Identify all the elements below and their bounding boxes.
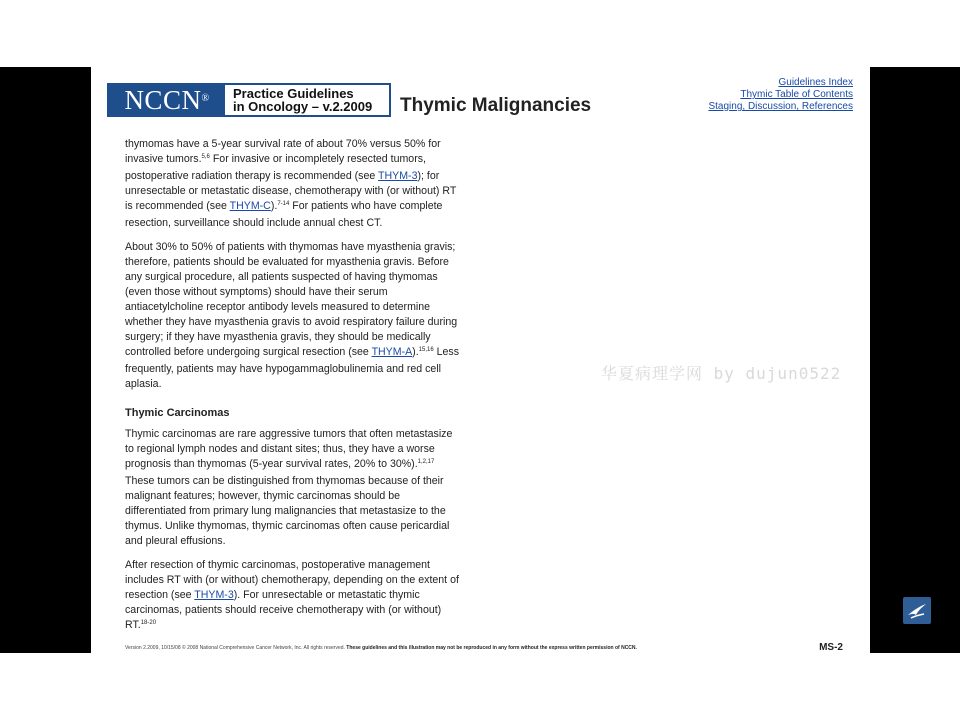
document-page <box>91 67 870 653</box>
text-line: prognosis than thymomas (5-year survival rates, 20% to 30%).$^{1,2,17}$ <box>125 458 435 470</box>
section-heading-thymic-carcinomas: Thymic Carcinomas <box>125 407 230 419</box>
page-title: Thymic Malignancies <box>400 95 592 116</box>
text-line: resection, surveillance should include annual chest CT. <box>125 217 383 229</box>
text-line: Thymic carcinomas are rare aggressive tumors that often metastasize <box>125 428 453 440</box>
paragraph-myasthenia-gravis <box>125 240 475 392</box>
nav-links <box>708 77 853 113</box>
copyright-footer: Version 2.2009, 10/15/08 © 2008 National Comprehensive Cancer Network, Inc. All rights reserved. These guidelines and this illustration may not be reproduced in any form without the express written permission of NCCN. <box>125 645 637 651</box>
text-line: postoperative radiation therapy is recommended (see THYM-3); for <box>125 170 440 182</box>
guidelines-label-line1: Practice Guidelines <box>233 86 354 101</box>
text-line: whether they have myasthenia gravis to avoid respiratory failure during <box>125 316 458 328</box>
nccn-header-box <box>107 83 391 117</box>
paragraph-postoperative-management <box>125 558 475 635</box>
page-number: MS-2 <box>819 642 843 653</box>
text-line: invasive tumors.$^{5,6}$ For invasive or incompletely resected tumors, <box>125 153 426 165</box>
text-line: surgery; if they have myasthenia gravis, they should be medically <box>125 331 431 343</box>
paragraph-thymic-carcinomas <box>125 427 475 549</box>
text-line: unresectable or metastatic disease, chemotherapy with (or without) RT <box>125 185 457 197</box>
text-line: resection (see THYM-3). For unresectable or metastatic thymic <box>125 589 420 601</box>
watermark-text: 华夏病理学网 by dujun0522 <box>601 364 842 383</box>
text-line: frequently, patients may have hypogammaglobulinemia and red cell <box>125 363 442 375</box>
bottom-margin <box>0 653 960 720</box>
guidelines-label-line2: in Oncology – v.2.2009 <box>233 99 373 114</box>
staging-discussion-link[interactable]: Staging, Discussion, References <box>708 101 853 112</box>
nccn-logo: NCCN® <box>109 85 225 115</box>
text-line: includes RT with (or without) chemotherapy, depending on the extent of <box>125 574 459 586</box>
text-line: After resection of thymic carcinomas, postoperative management <box>125 559 431 571</box>
text-line: aplasia. <box>125 378 162 390</box>
text-line: antiacetylcholine receptor antibody levels measured to determine <box>125 301 431 313</box>
text-line: RT.$^{18-20}$ <box>125 619 157 631</box>
right-letterbox <box>870 67 960 653</box>
text-line: malignant features; however, thymic carcinomas should be <box>125 490 400 502</box>
text-line: is recommended (see THYM-C).$^{7-14}$ For patients who have complete <box>125 200 443 212</box>
text-line: (even those without symptoms) should have their serum <box>125 286 388 298</box>
text-line: thymomas have a 5-year survival rate of about 70% versus 50% for <box>125 138 441 150</box>
text-line: controlled before undergoing surgical resection (see THYM-A).$^{15,16}$ Less <box>125 346 459 358</box>
thym-a-link[interactable]: THYM-A <box>371 346 413 358</box>
bird-logo-icon[interactable] <box>903 597 931 624</box>
paragraph-thymoma-survival <box>125 137 475 231</box>
left-letterbox <box>0 67 91 653</box>
thymic-toc-link[interactable]: Thymic Table of Contents <box>740 89 853 100</box>
text-line: and pleural effusions. <box>125 535 226 547</box>
text-line: to regional lymph nodes and distant sites; thus, they have a worse <box>125 443 435 455</box>
text-line: These tumors can be distinguished from thymomas because of their <box>125 475 444 487</box>
thym-c-link[interactable]: THYM-C <box>229 200 271 212</box>
thym-3-link[interactable]: THYM-3 <box>378 170 418 182</box>
text-line: any surgical procedure, all patients suspected of having thymomas <box>125 271 438 283</box>
text-line: differentiated from primary lung malignancies that metastasize to the <box>125 505 446 517</box>
thym-3-link[interactable]: THYM-3 <box>194 589 234 601</box>
discussion-text <box>125 137 475 644</box>
text-line: thymus. Unlike thymomas, thymic carcinomas often cause pericardial <box>125 520 450 532</box>
top-margin <box>0 0 960 67</box>
guidelines-index-link[interactable]: Guidelines Index <box>778 77 853 88</box>
text-line: About 30% to 50% of patients with thymomas have myasthenia gravis; <box>125 241 456 253</box>
text-line: therefore, patients should be evaluated for myasthenia gravis. Before <box>125 256 449 268</box>
text-line: carcinomas, patients should receive chemotherapy with (or without) <box>125 604 442 616</box>
